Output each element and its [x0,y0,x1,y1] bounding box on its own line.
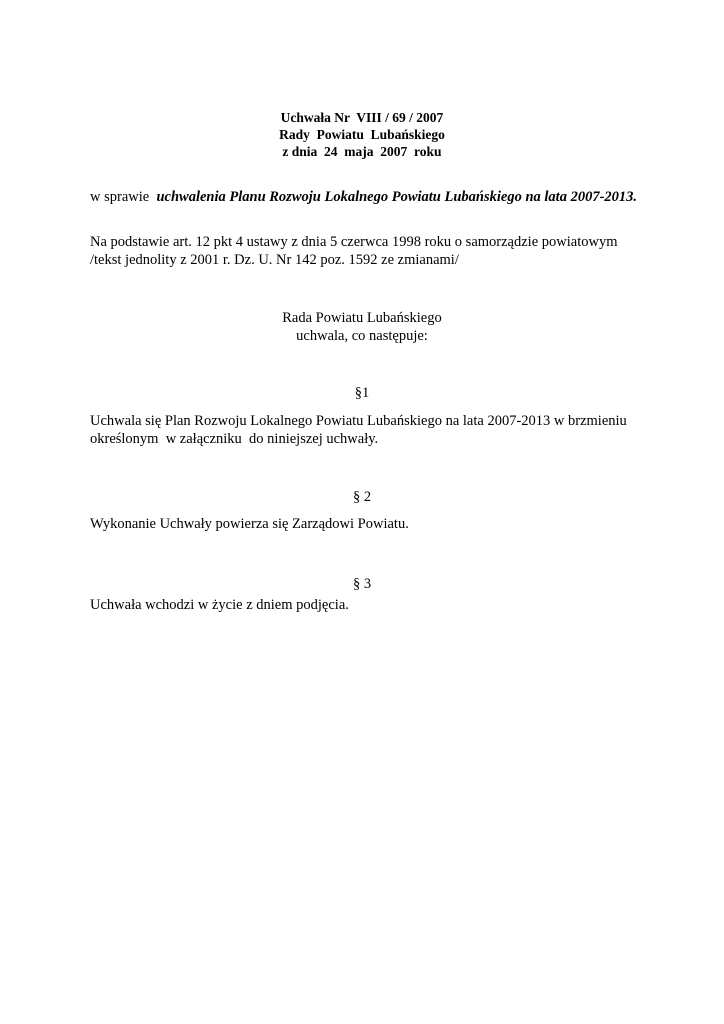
section-1-text-line-2: określonym w załączniku do niniejszej uchwały. [90,431,379,447]
legal-basis-line-2: /tekst jednolity z 2001 r. Dz. U. Nr 142 poz. 1592 ze zmianami/ [90,252,459,268]
section-1-text-line-1: Uchwala się Plan Rozwoju Lokalnego Powiatu Lubańskiego na lata 2007-2013 w brzmieniu [90,413,627,429]
subject-prefix: w sprawie [90,189,157,205]
resolution-title [0,109,724,160]
resolution-date: z dnia 24 maja 2007 roku [282,144,442,159]
legal-basis-line-1: Na podstawie art. 12 pkt 4 ustawy z dnia 5 czerwca 1998 roku o samorządzie powiatowym [90,234,618,250]
section-1-mark: §1 [354,385,370,401]
section-3-text: Uchwała wchodzi w życie z dniem podjęcia. [90,597,349,613]
council-name: Rady Powiatu Lubańskiego [279,127,445,142]
subject-text: uchwalenia Planu Rozwoju Lokalnego Powiatu Lubańskiego na lata 2007-2013. [156,189,638,205]
section-3-mark: § 3 [352,576,372,592]
resolution-number: Uchwała Nr VIII / 69 / 2007 [280,110,444,125]
section-2-mark: § 2 [352,489,372,505]
council-line-1: Rada Powiatu Lubańskiego [282,310,442,326]
council-line-2: uchwala, co następuje: [296,328,428,344]
section-2-text: Wykonanie Uchwały powierza się Zarządowi Powiatu. [90,516,409,532]
subject-line [90,188,637,207]
